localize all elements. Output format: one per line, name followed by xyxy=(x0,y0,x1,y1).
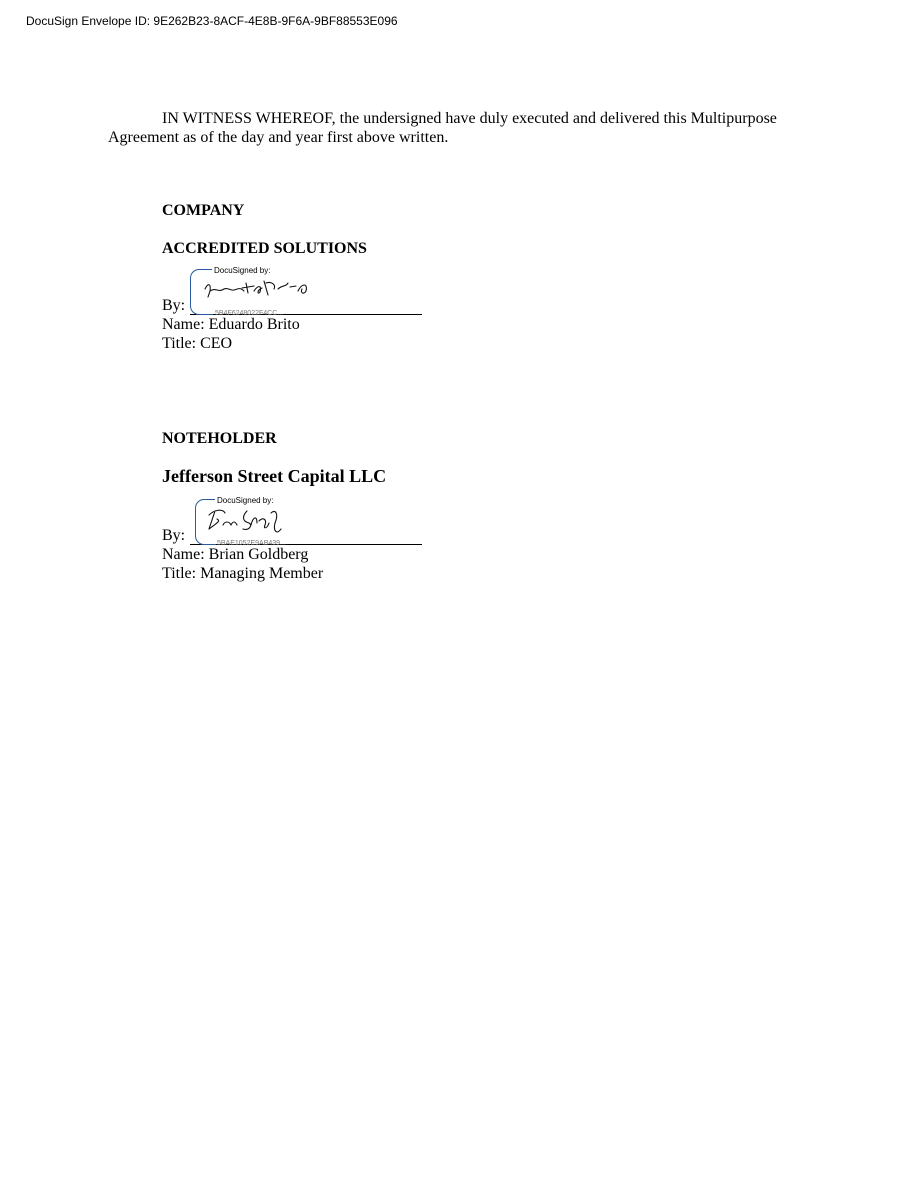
noteholder-handwritten-signature xyxy=(203,505,293,539)
witness-text: IN WITNESS WHEREOF, the undersigned have duly executed and delivered this Multipurpose Agreement as of the day and year first above written. xyxy=(108,110,777,146)
company-handwritten-signature xyxy=(202,275,322,301)
company-signer-title: Title: CEO xyxy=(162,335,233,352)
company-block xyxy=(162,201,244,220)
noteholder-entity-block xyxy=(162,467,386,486)
noteholder-stamp-id: 5BAE1052E9AB439... xyxy=(217,540,286,547)
noteholder-by-label: By: xyxy=(162,527,186,544)
witness-paragraph xyxy=(108,109,808,147)
company-signer-name: Name: Eduardo Brito xyxy=(162,316,300,333)
noteholder-by-row xyxy=(162,496,432,547)
noteholder-docusign-stamp xyxy=(195,496,305,549)
company-heading: COMPANY xyxy=(162,202,245,219)
company-stamp-label: DocuSigned by: xyxy=(214,266,271,275)
noteholder-block xyxy=(162,429,277,448)
company-entity-name: ACCREDITED SOLUTIONS xyxy=(162,240,367,257)
company-by-label: By: xyxy=(162,297,186,314)
company-stamp-id: 5B4F6248022F4CC... xyxy=(215,310,284,317)
noteholder-signer-title: Title: Managing Member xyxy=(162,565,324,582)
company-docusign-stamp xyxy=(190,266,330,319)
noteholder-signature-block xyxy=(162,496,432,583)
company-by-row xyxy=(162,266,432,317)
noteholder-heading: NOTEHOLDER xyxy=(162,430,277,447)
noteholder-entity-name: Jefferson Street Capital LLC xyxy=(162,466,387,486)
noteholder-signer-name: Name: Brian Goldberg xyxy=(162,546,309,563)
company-entity-block xyxy=(162,239,367,258)
company-signature-block xyxy=(162,266,432,353)
envelope-id: DocuSign Envelope ID: 9E262B23-8ACF-4E8B-9F6A-9BF88553E096 xyxy=(26,14,398,28)
noteholder-stamp-label: DocuSigned by: xyxy=(217,496,274,505)
